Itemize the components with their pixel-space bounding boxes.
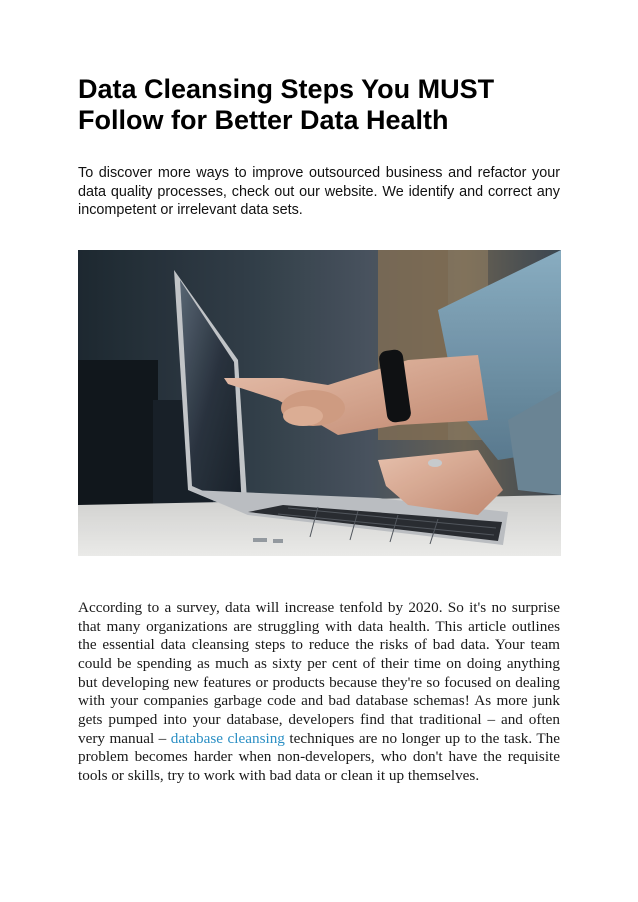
intro-paragraph: To discover more ways to improve outsourced business and refactor your data quality processes, check out our website. We identify and correct any incompetent or irrelevant data sets. [78,165,560,218]
body-paragraph [78,599,560,786]
document-title: Data Cleansing Steps You MUST Follow for Better Data Health [78,74,495,135]
laptop-hands-photo [78,250,561,556]
body-text-before-link: According to a survey, data will increase tenfold by 2020. So it's no surprise that many organizations are struggling with data health. This article outlines the essential data cleansing steps to reduce the risks of bad data. Your team could be spending as much as sixty per cent of their time on doing anything but developing new features or products because they're so focused on dealing with your companies garbage code and bad database schemas! As more junk gets pumped into your database, developers find that traditional – and often very manual – [78,599,560,747]
database-cleansing-link[interactable]: database cleansing [170,729,285,747]
body-text-after-link: techniques are no longer up to the task. The problem becomes harder when non-developers, who don't have the requisite tools or skills, try to work with bad data or clean it up themselves. [78,729,560,784]
